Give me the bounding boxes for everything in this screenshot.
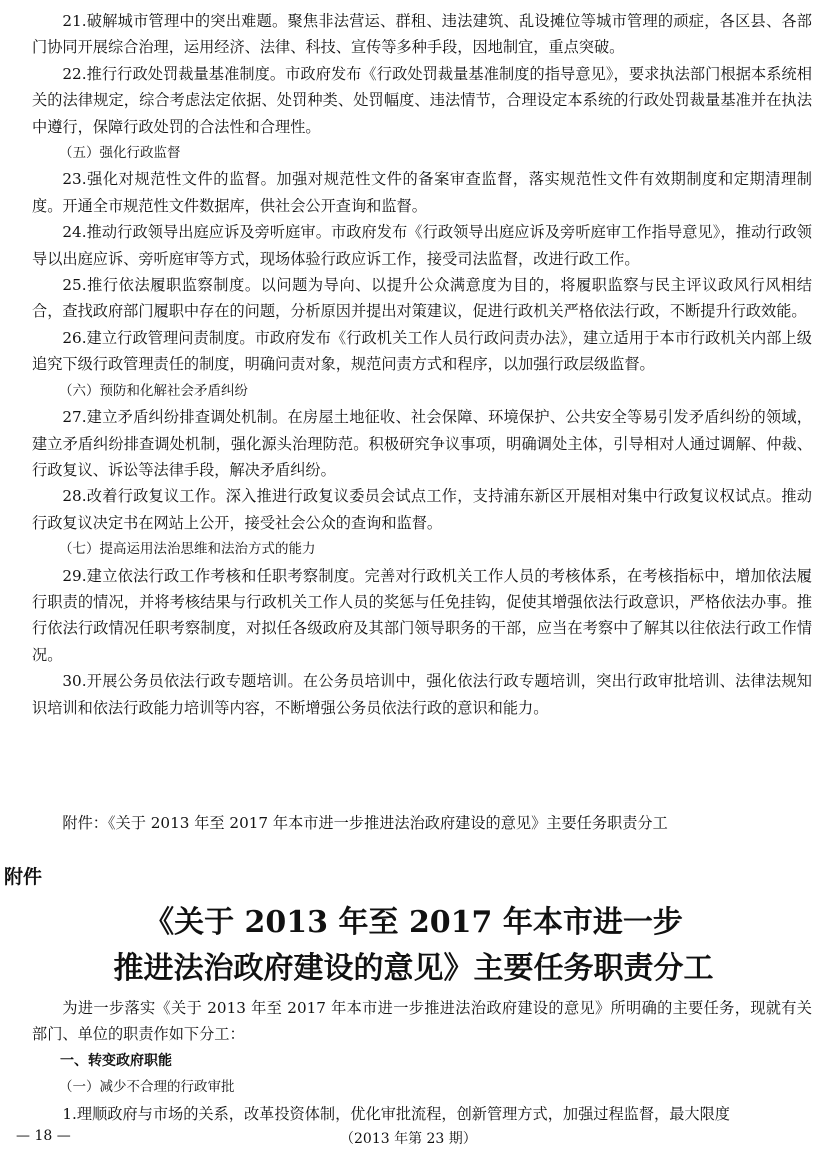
subsection-heading: （七）提高运用法治思维和法治方式的能力 [59, 541, 316, 558]
subsection-heading: （六）预防和化解社会矛盾纠纷 [59, 382, 248, 399]
page-number: — 18 — [16, 1128, 71, 1144]
body-paragraph: 25.推行依法履职监察制度。以问题为导向、以提升公众满意度为目的，将履职监察与民主评议政风行风相结合，查找政府部门履职中存在的问题，分析原因并提出对策建议，促进行政机关严格依法行政，不断提升行政效能。 [32, 276, 812, 321]
body-paragraph: 29.建立依法行政工作考核和任职考察制度。完善对行政机关工作人员的考核体系，在考核指标中，增加依法履行职责的情况，并将考核结果与行政机关工作人员的奖惩与任免挂钩，促使其增强依法行政意识，严格依法办事。推行依法行政情况任职考察制度，对拟任各级政府及其部门领导职务的干部，应当在考察中了解其以往依法行政工作情况。 [32, 566, 812, 664]
document-title-line-2: 推进法治政府建设的意见》主要任务职责分工 [113, 951, 714, 986]
page-footer [0, 1128, 827, 1152]
body-paragraph: 30.开展公务员依法行政专题培训。在公务员培训中，强化依法行政专题培训，突出行政审批培训、法律法规知识培训和依法行政能力培训等内容，不断增强公务员依法行政的意识和能力。 [32, 672, 812, 717]
list-item: 1.理顺政府与市场的关系，改革投资体制，优化审批流程，创新管理方式，加强过程监督，最大限度 [62, 1104, 730, 1123]
body-paragraph: 24.推动行政领导出庭应诉及旁听庭审。市政府发布《行政领导出庭应诉及旁听庭审工作指导意见》，推动行政领导以出庭应诉、旁听庭审等方式，现场体验行政应诉工作，接受司法监督，改进行政工作。 [32, 223, 812, 268]
main-body-text [32, 8, 812, 721]
document-title [0, 900, 827, 992]
body-paragraph: 22.推行行政处罚裁量基准制度。市政府发布《行政处罚裁量基准制度的指导意见》，要求执法部门根据本系统相关的法律规定，综合考虑法定依据、处罚种类、处罚幅度、违法情节，合理设定本系统的行政处罚裁量基准并在执法中遵行，保障行政处罚的合法性和合理性。 [32, 64, 812, 136]
issue-info: （2013 年第 23 期） [340, 1131, 477, 1147]
body-paragraph: 23.强化对规范性文件的监督。加强对规范性文件的备案审查监督，落实规范性文件有效期制度和定期清理制度。开通全市规范性文件数据库，供社会公开查询和监督。 [32, 170, 812, 215]
section-heading: 一、转变政府职能 [60, 1052, 172, 1069]
body-paragraph: 21.破解城市管理中的突出难题。聚焦非法营运、群租、违法建筑、乱设摊位等城市管理的顽症，各区县、各部门协同开展综合治理，运用经济、法律、科技、宣传等多种手段，因地制宜，重点突破。 [32, 12, 812, 57]
body-paragraph: 28.改着行政复议工作。深入推进行政复议委员会试点工作，支持浦东新区开展相对集中行政复议权试点。推动行政复议决定书在网站上公开，接受社会公众的查询和监督。 [32, 487, 812, 532]
attachment-reference: 附件：《关于 2013 年至 2017 年本市进一步推进法治政府建设的意见》主要任务职责分工 [62, 814, 668, 832]
intro-paragraph: 为进一步落实《关于 2013 年至 2017 年本市进一步推进法治政府建设的意见》所明确的主要任务，现就有关部门、单位的职责作如下分工： [32, 999, 812, 1044]
document-title-line-1: 《关于 2013 年至 2017 年本市进一步 [144, 905, 683, 940]
attachment-label: 附件 [4, 866, 43, 888]
subsection-heading: （五）强化行政监督 [59, 145, 181, 162]
subsection-heading: （一）减少不合理的行政审批 [59, 1079, 235, 1096]
body-paragraph: 27.建立矛盾纠纷排查调处机制。在房屋土地征收、社会保障、环境保护、公共安全等易引发矛盾纠纷的领域，建立矛盾纠纷排查调处机制，强化源头治理防范。积极研究争议事项，明确调处主体，引导相对人通过调解、仲裁、行政复议、诉讼等法律手段，解决矛盾纠纷。 [32, 408, 812, 479]
attachment-body [32, 995, 812, 1127]
body-paragraph: 26.建立行政管理问责制度。市政府发布《行政机关工作人员行政问责办法》，建立适用于本市行政机关内部上级追究下级行政管理责任的制度，明确问责对象，规范问责方式和程序，以加强行政层级监督。 [32, 328, 812, 374]
